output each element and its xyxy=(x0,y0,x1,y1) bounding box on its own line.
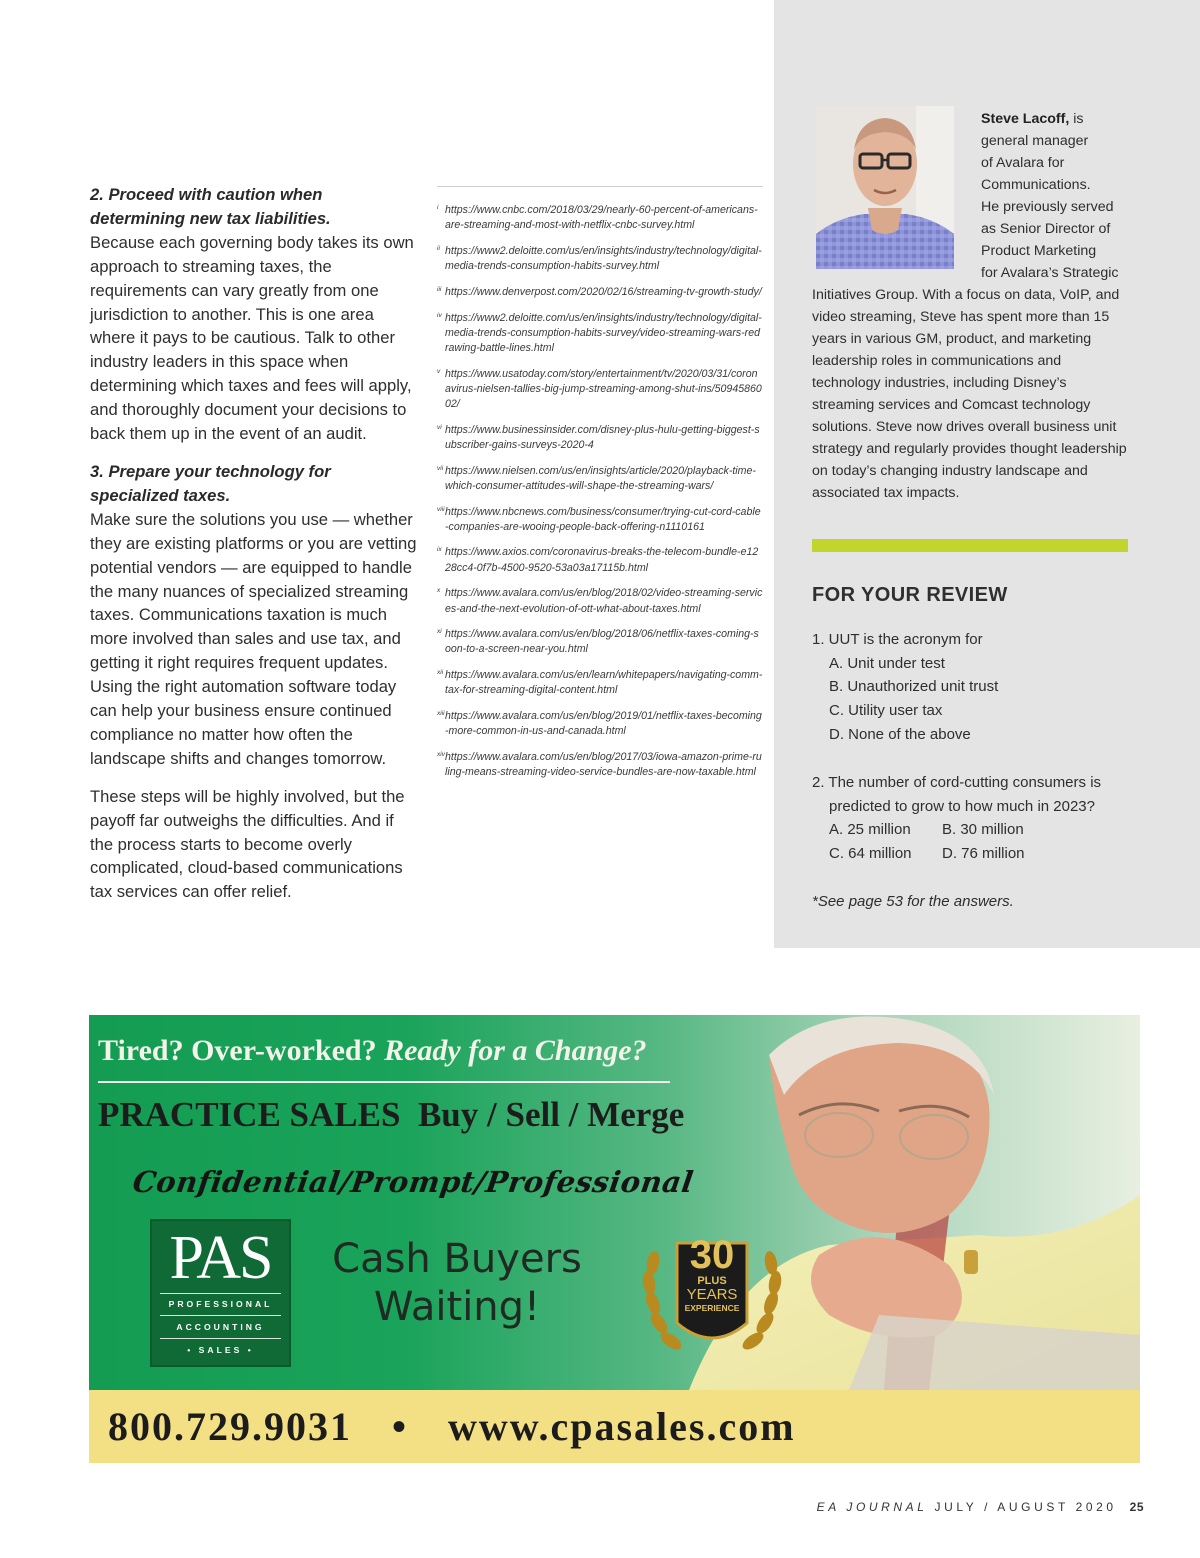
footnote-link[interactable]: https://www.denverpost.com/2020/02/16/streaming-tv-growth-study/ xyxy=(445,285,762,298)
cash-buyers-text xyxy=(332,1235,582,1331)
ad-subhead-a: PRACTICE SALES xyxy=(98,1095,401,1134)
bio-line: of Avalara for xyxy=(981,155,1065,171)
answer-option: B. Unauthorized unit trust xyxy=(829,678,999,696)
footnote xyxy=(437,367,763,413)
step-3-title: 3. Prepare your technology for specialized taxes. xyxy=(90,461,331,505)
footnote-link[interactable]: https://www.avalara.com/us/en/blog/2018/02/video-streaming-services-and-the-next-evolution-of-ott-what-about-taxes.html xyxy=(445,587,763,615)
ad-divider xyxy=(98,1081,670,1083)
ad-headline-plain: Tired? Over-worked? xyxy=(98,1034,385,1067)
pas-logo-mark: PAS xyxy=(169,1224,272,1292)
page-number: 25 xyxy=(1129,1500,1144,1514)
answer-option: D. 76 million xyxy=(942,845,1025,863)
badge-experience: EXPERIENCE xyxy=(684,1303,740,1313)
footnote-link[interactable]: https://www2.deloitte.com/us/en/insights/industry/technology/digital-media-trends-consumption-habits-survey.html xyxy=(445,244,762,273)
logo-rule xyxy=(160,1338,281,1339)
footnote-mark: x xyxy=(437,587,441,595)
footnote xyxy=(437,668,763,698)
footnote-mark: vi xyxy=(437,423,442,431)
bio-line: for Avalara’s Strategic xyxy=(981,265,1119,281)
footnote xyxy=(437,311,763,357)
footnote-mark: xii xyxy=(437,669,444,677)
step-2-title: 2. Proceed with caution when determining new tax liabilities. xyxy=(90,185,331,228)
cash-line-1: Cash Buyers xyxy=(332,1236,582,1282)
page-footer xyxy=(720,1500,1144,1514)
ad-separator: • xyxy=(392,1404,409,1449)
footnote xyxy=(437,709,763,739)
footnote xyxy=(437,203,763,233)
footnote-mark: xi xyxy=(437,628,442,636)
badge-number: 30 xyxy=(689,1233,735,1277)
footnote xyxy=(437,627,763,657)
author-name: Steve Lacoff, xyxy=(981,111,1070,127)
answer-option: A. Unit under test xyxy=(829,654,945,672)
footnote-link[interactable]: https://www2.deloitte.com/us/en/insights/industry/technology/digital-media-trends-consumption-habits-survey/video-streaming-wars-redrawing-battle-lines.html xyxy=(445,311,762,354)
ad-phone[interactable]: 800.729.9031 xyxy=(108,1404,352,1449)
footnote xyxy=(437,464,763,494)
footnote xyxy=(437,586,763,616)
journal-name: EA JOURNAL xyxy=(816,1500,928,1514)
step-2 xyxy=(90,183,420,446)
question-text-cont: predicted to grow to how much in 2023? xyxy=(829,797,1095,815)
badge-plus: PLUS xyxy=(697,1275,727,1287)
ad-headline-italic: Ready for a Change? xyxy=(384,1034,647,1067)
answer-option: B. 30 million xyxy=(942,821,1024,839)
answer-option: C. 64 million xyxy=(829,845,912,863)
bio-top xyxy=(981,108,1132,284)
badge-years: YEARS xyxy=(686,1286,738,1303)
issue-date: JULY / AUGUST 2020 xyxy=(934,1500,1117,1514)
review-quiz xyxy=(812,584,1132,914)
footnote-link[interactable]: https://www.avalara.com/us/en/blog/2017/03/iowa-amazon-prime-ruling-means-streaming-video-service-bundles-are-now-taxable.html xyxy=(445,750,762,779)
footnote-link[interactable]: https://www.cnbc.com/2018/03/29/nearly-60-percent-of-americans-are-streaming-and-most-with-netflix-cnbc-survey.html xyxy=(445,204,758,232)
step-3-body: Make sure the solutions you use — whether they are existing platforms or you are vetting potential vendors — are equipped to handle the many nuances of specialized streaming taxes. Communications taxation is much more involved than sales and use tax, and getting it right requires frequent updates. Using the right automation software today can help your business ensure continued compliance no matter how often the landscape shifts and changes tomorrow. xyxy=(90,509,417,768)
footnote-link[interactable]: https://www.axios.com/coronavirus-breaks-the-telecom-bundle-e1228cc4-0f7b-4500-9520-53a03a17115b.html xyxy=(445,546,759,574)
footnotes xyxy=(437,186,763,791)
article-column xyxy=(90,183,420,918)
section-divider xyxy=(812,539,1128,552)
question-text: 2. The number of cord-cutting consumers is xyxy=(812,773,1102,791)
pas-logo xyxy=(150,1219,291,1367)
footnote-mark: i xyxy=(437,204,439,211)
question-2 xyxy=(812,771,1132,866)
answer-option: D. None of the above xyxy=(829,725,971,743)
answer-row xyxy=(812,842,1132,866)
badge-text xyxy=(637,1223,787,1314)
footnote xyxy=(437,505,763,535)
footnote-mark: viii xyxy=(437,505,445,513)
footnote-mark: xiv xyxy=(437,750,445,758)
author-bio xyxy=(812,108,1132,504)
question-text: 1. UUT is the acronym for xyxy=(812,630,983,648)
step-3 xyxy=(90,460,420,771)
answer-row xyxy=(812,818,1132,842)
footnote xyxy=(437,285,763,300)
answer-option: C. Utility user tax xyxy=(829,702,943,720)
review-heading: FOR YOUR REVIEW xyxy=(812,584,1008,606)
bio-line: Communications. xyxy=(981,177,1091,193)
advertisement[interactable] xyxy=(89,1015,1140,1463)
bio-line: as Senior Director of xyxy=(981,221,1111,237)
cash-line-2: Waiting! xyxy=(373,1284,541,1330)
ad-headline xyxy=(98,1034,647,1068)
logo-line: • SALES • xyxy=(187,1345,254,1355)
footnote xyxy=(437,423,763,453)
logo-rule xyxy=(160,1293,281,1294)
footnote-link[interactable]: https://www.usatoday.com/story/entertainment/tv/2020/03/31/coronavirus-nielsen-tallies-big-jump-streaming-among-shut-ins/5094586002/ xyxy=(445,367,762,411)
ad-subhead xyxy=(98,1095,684,1135)
footnote xyxy=(437,244,763,274)
closing-paragraph: These steps will be highly involved, but the payoff far outweighs the difficulties. And if the process starts to become overly complicated, cloud-based communications tax services can offer relief. xyxy=(90,786,405,902)
ad-contact xyxy=(108,1403,796,1450)
footnote-link[interactable]: https://www.avalara.com/us/en/blog/2019/01/netflix-taxes-becoming-more-common-in-us-and-canada.html xyxy=(445,710,762,738)
ad-tagline: Confidential/Prompt/Professional xyxy=(130,1165,696,1199)
bio-line: Product Marketing xyxy=(981,243,1097,259)
bio-line: is xyxy=(1069,111,1084,127)
footnote-mark: iv xyxy=(437,311,442,319)
footnote-link[interactable]: https://www.avalara.com/us/en/learn/whitepapers/navigating-comm-tax-for-streaming-digital-content.html xyxy=(445,669,763,697)
ad-website[interactable]: www.cpasales.com xyxy=(448,1404,796,1449)
bio-line: general manager xyxy=(981,133,1089,149)
footnote-mark: xiii xyxy=(437,710,445,718)
footnote-link[interactable]: https://www.nielsen.com/us/en/insights/article/2020/playback-time-which-consumer-attitudes-will-shape-the-streaming-wars/ xyxy=(445,464,756,492)
logo-rule xyxy=(160,1315,281,1316)
footnote xyxy=(437,750,763,780)
question-1 xyxy=(812,628,1132,747)
ad-subhead-b: Buy / Sell / Merge xyxy=(417,1095,685,1134)
footnote-link[interactable]: https://www.nbcnews.com/business/consumer/trying-cut-cord-cable-companies-are-wooing-people-back-offering-n1110161 xyxy=(445,505,761,533)
bio-line: He previously served xyxy=(981,199,1114,215)
logo-line: ACCOUNTING xyxy=(176,1322,265,1332)
footnote xyxy=(437,545,763,575)
logo-line: PROFESSIONAL xyxy=(168,1299,273,1309)
step-2-body: Because each governing body takes its own approach to streaming taxes, the requirements can vary greatly from one jurisdiction to another. This is one area where it pays to be cautious. Talk to other industry leaders in this space when determining which taxes and fees will apply, and thoroughly document your decisions to back them up in the event of an audit. xyxy=(90,232,414,444)
footnote-mark: iii xyxy=(437,285,442,293)
footnote-mark: ii xyxy=(437,244,440,252)
footnote-mark: v xyxy=(437,367,441,375)
footnote-mark: vii xyxy=(437,464,444,472)
footnote-link[interactable]: https://www.businessinsider.com/disney-plus-hulu-getting-biggest-subscriber-gains-surveys-2020-4 xyxy=(445,423,760,451)
answer-option: A. 25 million xyxy=(829,821,911,839)
footnote-link[interactable]: https://www.avalara.com/us/en/blog/2018/06/netflix-taxes-coming-soon-to-a-screen-near-you.html xyxy=(445,628,759,656)
answers-note: *See page 53 for the answers. xyxy=(812,892,1014,910)
bio-body: Initiatives Group. With a focus on data, VoIP, and video streaming, Steve has spent more than 15 years in various GM, product, and marketing leadership roles in communications and technology industries, including Disney’s streaming services and Comcast technology solutions. Steve now drives overall business unit strategy and regularly provides thought leadership on today’s changing industry landscape and associated tax impacts. xyxy=(812,287,1127,501)
footnote-mark: ix xyxy=(437,546,442,554)
